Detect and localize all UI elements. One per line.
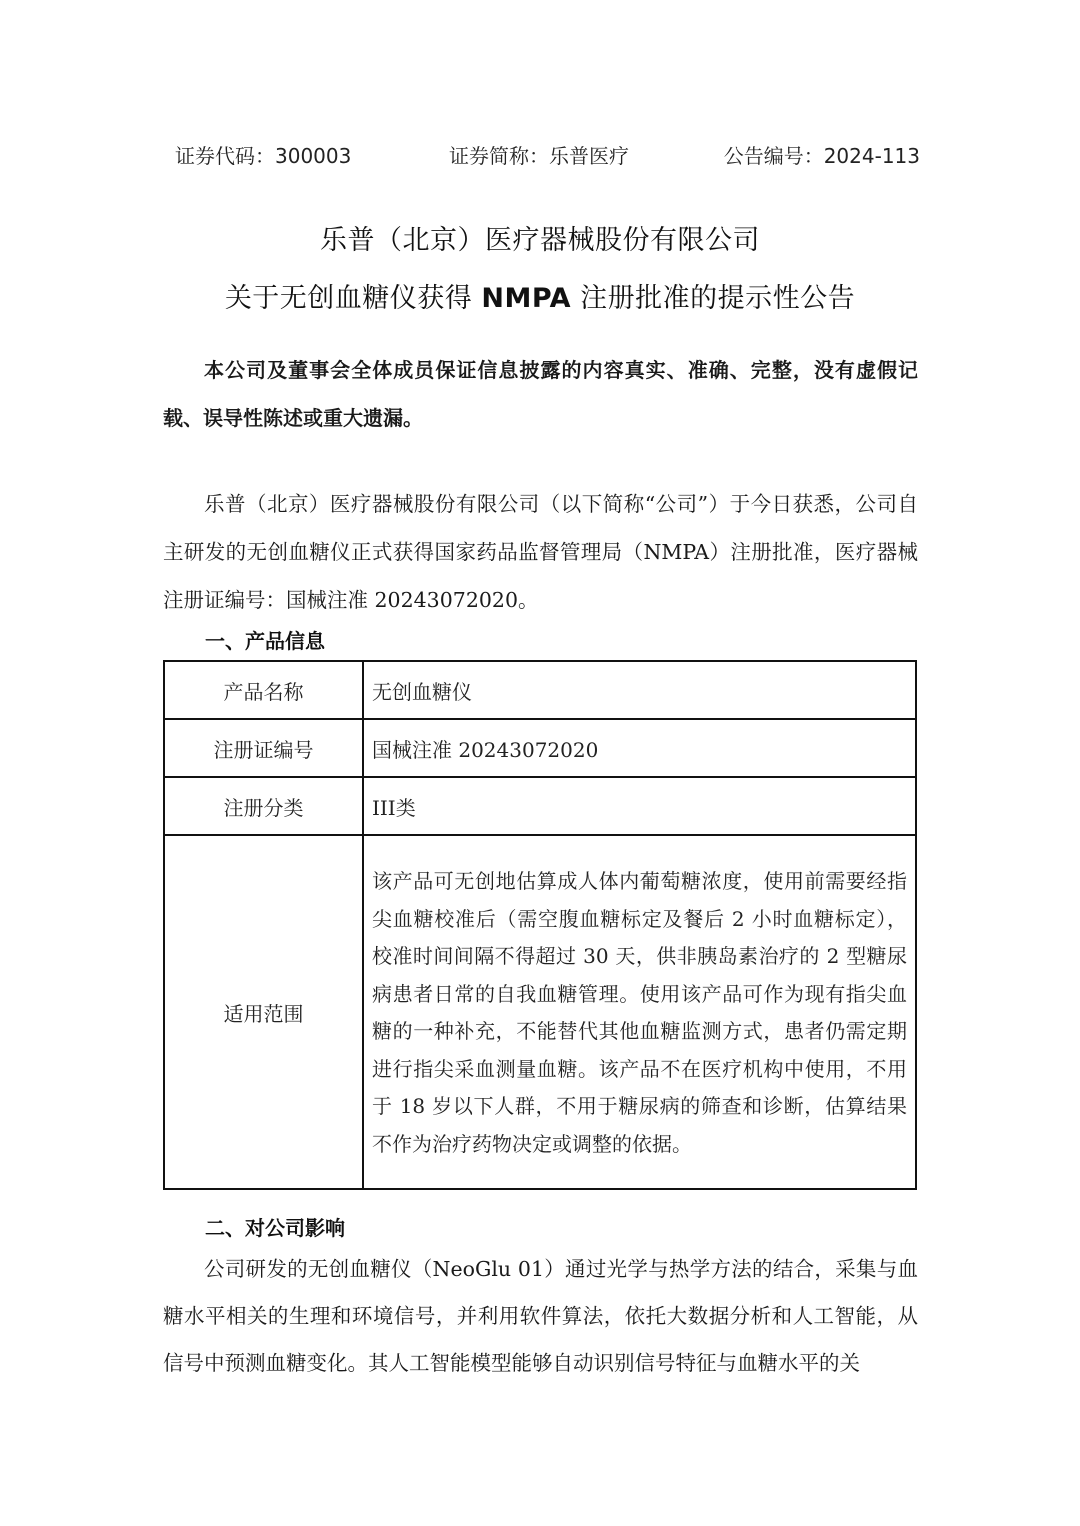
table-row	[164, 719, 916, 777]
title-suffix: 注册批准的提示性公告	[571, 283, 856, 314]
section-heading-company-impact: 二、对公司影响	[205, 1216, 345, 1240]
row-value: 该产品可无创地估算成人体内葡萄糖浓度，使用前需要经指尖血糖校准后（需空腹血糖标定及餐后 2 小时血糖标定），校准时间间隔不得超过 30 天，供非胰岛素治疗的 2 型糖尿病患者日常的自我血糖管理。使用该产品可作为现有指尖血糖的一种补充，不能替代其他血糖监测方式，患者仍需定期进行指尖采血测量血糖。该产品不在医疗机构中使用，不用于 18 岁以下人群，不用于糖尿病的筛查和诊断，估算结果不作为治疗药物决定或调整的依据。	[363, 835, 916, 1189]
row-label: 产品名称	[164, 661, 363, 719]
row-label: 注册分类	[164, 777, 363, 835]
row-label: 适用范围	[164, 835, 363, 1189]
section-heading-product-info: 一、产品信息	[205, 629, 325, 653]
row-label: 注册证编号	[164, 719, 363, 777]
table-row	[164, 835, 916, 1189]
announcement-number: 公告编号：2024-113	[723, 144, 920, 168]
stock-abbreviation: 证券简称：乐普医疗	[449, 144, 629, 168]
table-row	[164, 661, 916, 719]
stock-code: 证券代码：300003	[175, 144, 352, 168]
document-header	[175, 140, 920, 172]
disclaimer-paragraph: 本公司及董事会全体成员保证信息披露的内容真实、准确、完整，没有虚假记载、误导性陈述或重大遗漏。	[163, 358, 918, 430]
impact-paragraph: 公司研发的无创血糖仪（NeoGlu 01）通过光学与热学方法的结合，采集与血糖水平相关的生理和环境信号，并利用软件算法，依托大数据分析和人工智能，从信号中预测血糖变化。其人工智能模型能够自动识别信号特征与血糖水平的关	[163, 1257, 918, 1375]
row-value: 国械注准 20243072020	[363, 719, 916, 777]
title-nmpa: NMPA	[481, 283, 572, 314]
company-title: 乐普（北京）医疗器械股份有限公司	[320, 225, 760, 256]
product-info-table	[163, 660, 917, 1190]
announcement-title	[160, 276, 920, 315]
row-value: III类	[363, 777, 916, 835]
intro-paragraph: 乐普（北京）医疗器械股份有限公司（以下简称“公司”）于今日获悉，公司自主研发的无创血糖仪正式获得国家药品监督管理局（NMPA）注册批准，医疗器械注册证编号：国械注准 20243072020。	[163, 492, 918, 612]
title-prefix: 关于无创血糖仪获得	[224, 283, 482, 314]
row-value: 无创血糖仪	[363, 661, 916, 719]
table-row	[164, 777, 916, 835]
